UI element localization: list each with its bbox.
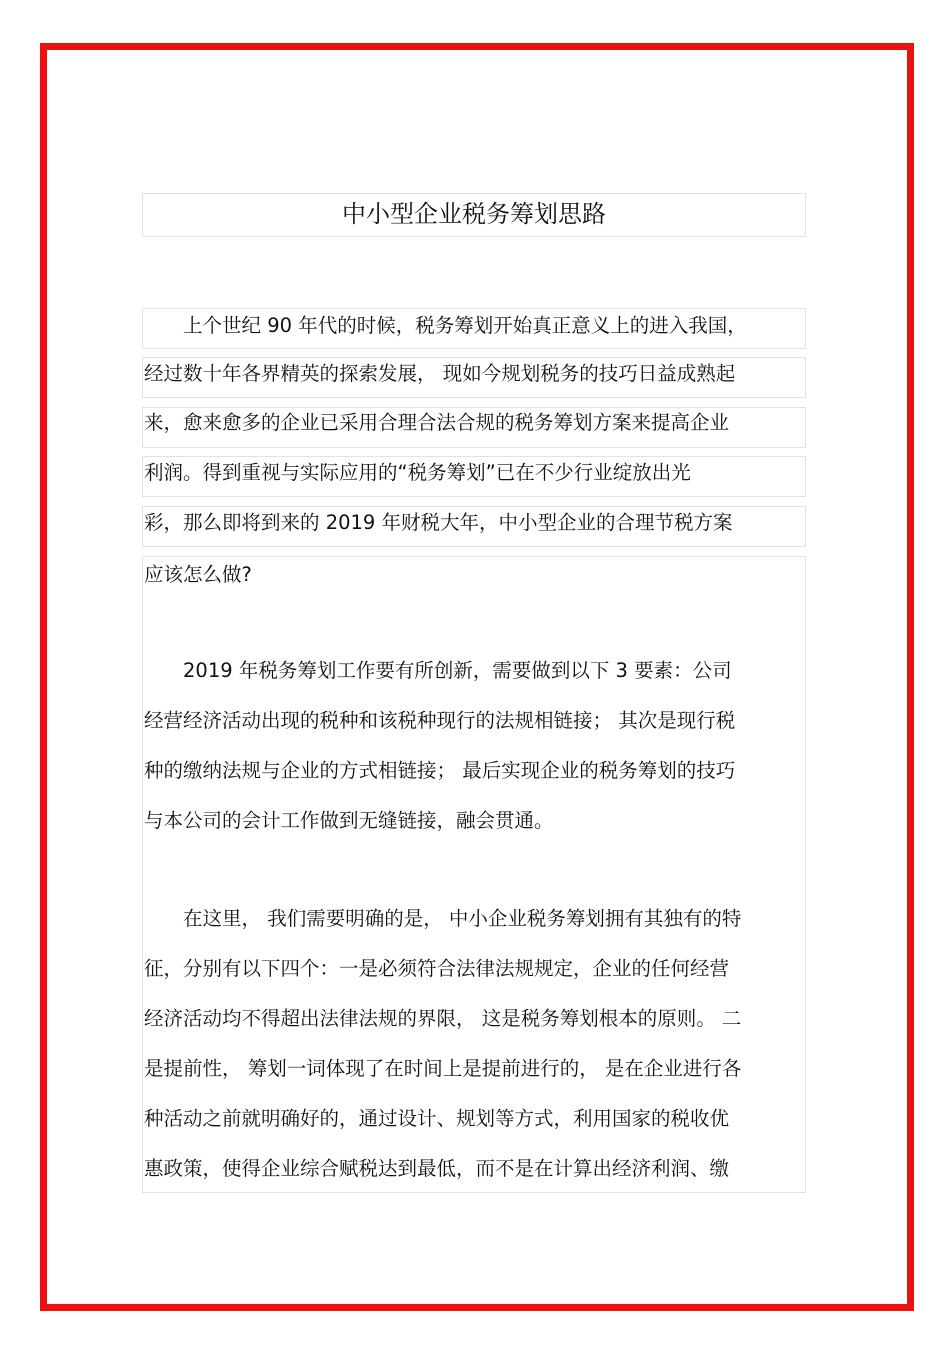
paragraph-line: 经济活动均不得超出法律法规的界限， 这是税务筹划根本的原则。 二 — [144, 1007, 742, 1030]
paragraph-line: 经过数十年各界精英的探索发展， 现如今规划税务的技巧日益成熟起 — [144, 362, 736, 385]
paragraph-line: 种活动之前就明确好的，通过设计、规划等方式，利用国家的税收优 — [144, 1107, 730, 1130]
paragraph-line: 经营经济活动出现的税种和该税种现行的法规相链接； 其次是现行税 — [144, 709, 736, 732]
paragraph-line: 是提前性， 筹划一词体现了在时间上是提前进行的， 是在企业进行各 — [144, 1057, 742, 1080]
paragraph-line: 上个世纪 90 年代的时候，税务筹划开始真正意义上的进入我国， — [144, 314, 747, 337]
body-frame — [142, 556, 806, 1193]
paragraph-line: 与本公司的会计工作做到无缝链接，融会贯通。 — [144, 809, 554, 832]
paragraph-line: 彩，那么即将到来的 2019 年财税大年，中小型企业的合理节税方案 — [144, 511, 733, 534]
paragraph-line: 2019 年税务筹划工作要有所创新，需要做到以下 3 要素：公司 — [144, 659, 732, 682]
paragraph-line: 种的缴纳法规与企业的方式相链接； 最后实现企业的税务筹划的技巧 — [144, 759, 736, 782]
document-title: 中小型企业税务筹划思路 — [342, 200, 606, 228]
paragraph-line: 征，分别有以下四个：一是必须符合法律法规规定，企业的任何经营 — [144, 957, 730, 980]
paragraph-line: 利润。得到重视与实际应用的“税务筹划”已在不少行业绽放出光 — [144, 461, 691, 484]
paragraph-line: 在这里， 我们需要明确的是， 中小企业税务筹划拥有其独有的特 — [144, 907, 742, 930]
paragraph-line: 来，愈来愈多的企业已采用合理合法合规的税务筹划方案来提高企业 — [144, 411, 730, 434]
paragraph-line: 应该怎么做? — [144, 563, 252, 586]
paragraph-line: 惠政策，使得企业综合赋税达到最低，而不是在计算出经济利润、缴 — [144, 1157, 730, 1180]
